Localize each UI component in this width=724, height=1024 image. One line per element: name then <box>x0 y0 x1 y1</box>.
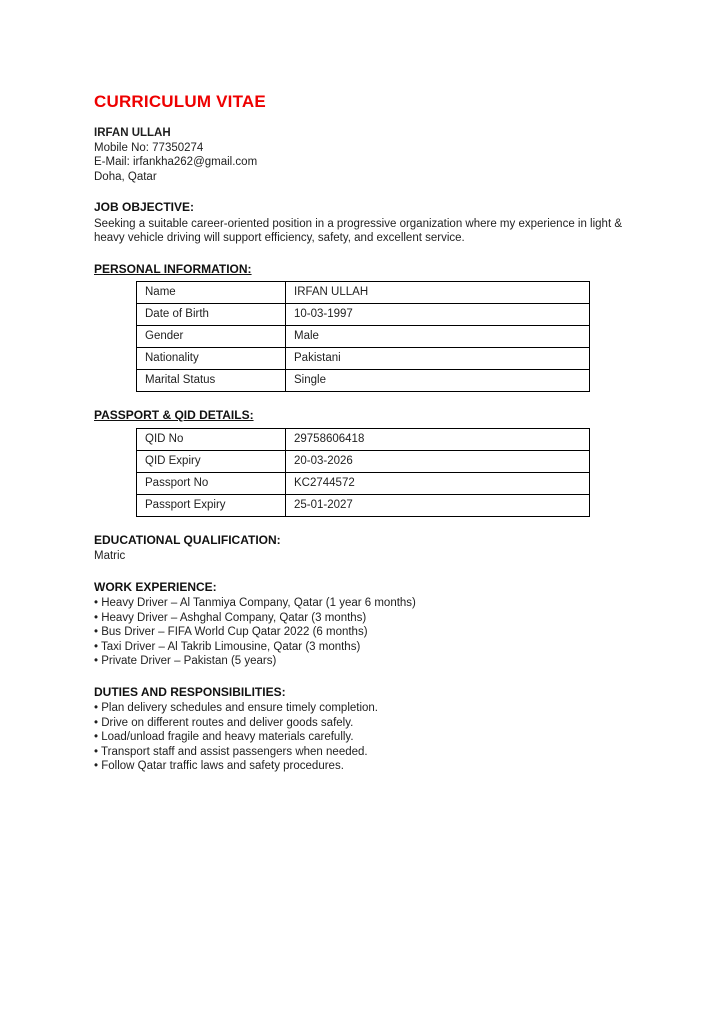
row-label: Name <box>137 282 286 304</box>
row-label: QID Expiry <box>137 450 286 472</box>
section-job-objective <box>94 200 624 246</box>
row-value: 20-03-2026 <box>286 450 590 472</box>
row-label: Nationality <box>137 348 286 370</box>
list-item: • Plan delivery schedules and ensure timely completion. <box>94 702 379 714</box>
row-label: Passport No <box>137 472 286 494</box>
row-label: Passport Expiry <box>137 494 286 516</box>
row-label: Date of Birth <box>137 304 286 326</box>
list-item: • Heavy Driver – Ashghal Company, Qatar (3 months) <box>94 611 367 624</box>
section-duties <box>94 685 624 774</box>
list-item: • Private Driver – Pakistan (5 years) <box>94 655 277 667</box>
section-personal-information <box>94 262 624 393</box>
section-education <box>94 533 624 564</box>
work-experience-heading: WORK EXPERIENCE: <box>94 579 217 594</box>
duties-heading: DUTIES AND RESPONSIBILITIES: <box>94 684 286 699</box>
row-value: Pakistani <box>286 348 590 370</box>
passport-qid-table <box>136 428 590 517</box>
contact-name: IRFAN ULLAH <box>94 127 171 139</box>
duties-list <box>94 701 624 774</box>
personal-information-table <box>136 281 590 392</box>
contact-mobile: Mobile No: 77350274 <box>94 141 204 154</box>
list-item: • Bus Driver – FIFA World Cup Qatar 2022 (6 months) <box>94 626 368 638</box>
passport-qid-heading: PASSPORT & QID DETAILS: <box>94 408 254 422</box>
row-value: Single <box>286 370 590 392</box>
row-value: Male <box>286 326 590 348</box>
section-passport-qid <box>94 408 624 517</box>
education-text: Matric <box>94 550 126 562</box>
row-value: 29758606418 <box>286 428 590 450</box>
list-item: • Drive on different routes and deliver goods safely. <box>94 716 354 729</box>
table-row <box>137 472 590 494</box>
education-heading: EDUCATIONAL QUALIFICATION: <box>94 532 281 547</box>
list-item: • Load/unload fragile and heavy materials carefully. <box>94 731 354 743</box>
job-objective-heading: JOB OBJECTIVE: <box>94 200 195 214</box>
page-title: CURRICULUM VITAE <box>94 92 266 111</box>
table-row <box>137 494 590 516</box>
table-row <box>137 304 590 326</box>
contact-block <box>94 126 624 184</box>
list-item: • Heavy Driver – Al Tanmiya Company, Qatar (1 year 6 months) <box>94 597 416 609</box>
list-item: • Transport staff and assist passengers when needed. <box>94 745 368 758</box>
contact-email: E-Mail: irfankha262@gmail.com <box>94 156 258 168</box>
row-value: 10-03-1997 <box>286 304 590 326</box>
table-row <box>137 326 590 348</box>
list-item: • Taxi Driver – Al Takrib Limousine, Qatar (3 months) <box>94 640 361 653</box>
table-row <box>137 282 590 304</box>
section-work-experience <box>94 580 624 669</box>
table-row <box>137 370 590 392</box>
row-value: IRFAN ULLAH <box>286 282 590 304</box>
job-objective-text: Seeking a suitable career-oriented position in a progressive organization where my experience in light & heavy vehicle driving will support efficiency, safety, and excellent service. <box>94 217 623 244</box>
row-label: QID No <box>137 428 286 450</box>
table-row <box>137 428 590 450</box>
row-value: KC2744572 <box>286 472 590 494</box>
work-experience-list <box>94 596 624 669</box>
contact-location: Doha, Qatar <box>94 170 157 183</box>
row-label: Marital Status <box>137 370 286 392</box>
table-row <box>137 348 590 370</box>
table-row <box>137 450 590 472</box>
personal-information-heading: PERSONAL INFORMATION: <box>94 261 252 276</box>
row-value: 25-01-2027 <box>286 494 590 516</box>
row-label: Gender <box>137 326 286 348</box>
list-item: • Follow Qatar traffic laws and safety procedures. <box>94 760 344 772</box>
